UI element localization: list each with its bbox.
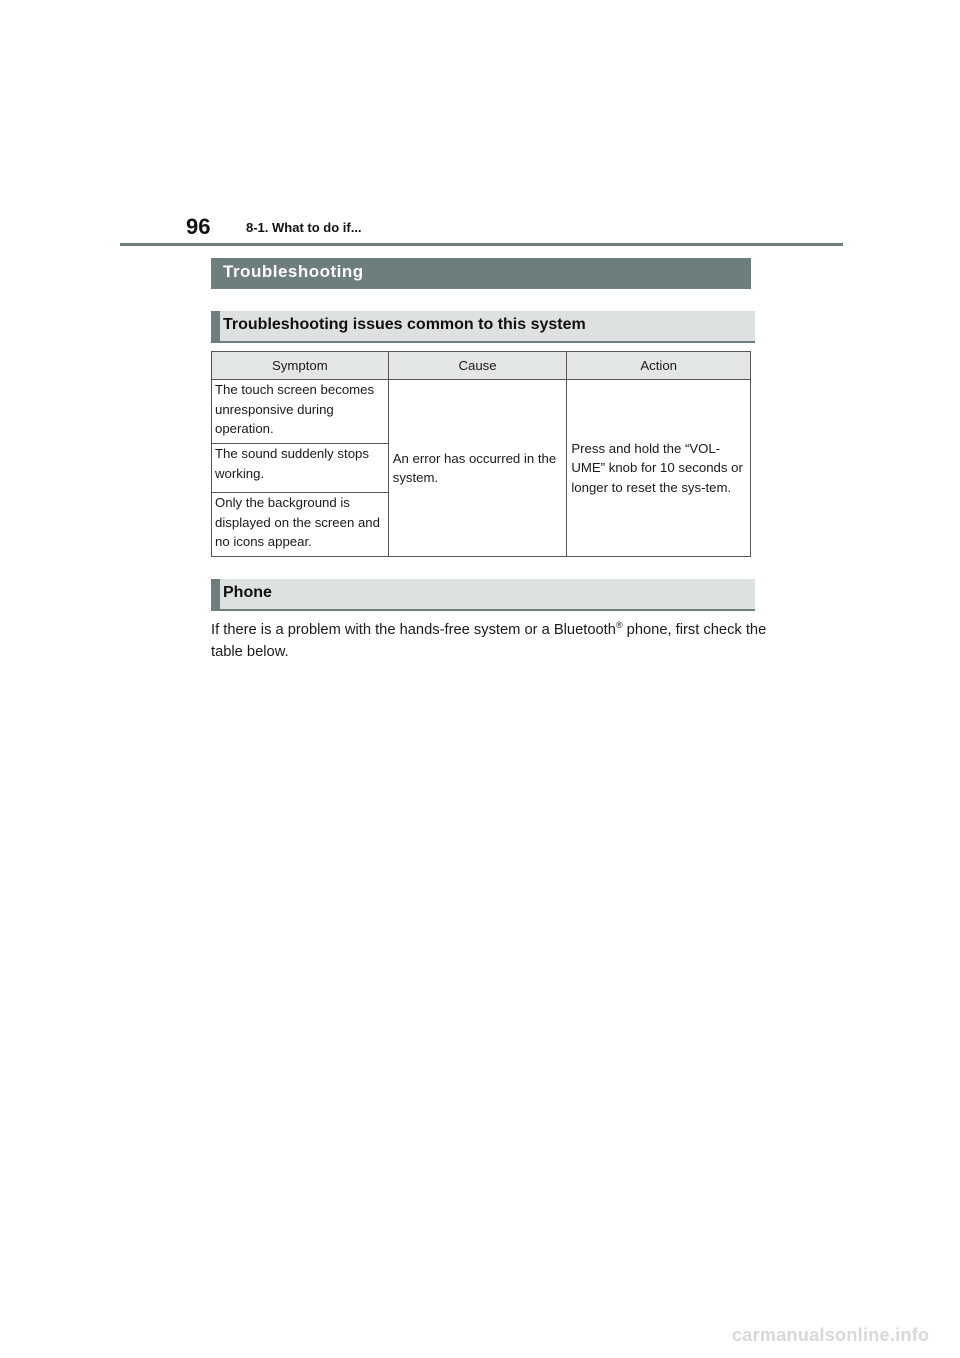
registered-trademark-mark: ® [615, 620, 623, 631]
table-row [212, 380, 751, 444]
intro-text-end: phone, first check the table below. [211, 622, 767, 660]
subsection-title: Phone [223, 584, 272, 601]
main-heading [211, 258, 751, 289]
symptom-cell: The sound suddenly stops working. [212, 444, 389, 493]
phone-intro-paragraph [211, 619, 771, 663]
cause-cell: An error has occurred in the system. [388, 380, 567, 557]
main-heading-title: Troubleshooting [223, 262, 364, 281]
page-number: 96 [186, 214, 211, 239]
subsection-title: Troubleshooting issues common to this system [223, 316, 586, 333]
intro-text-start: If there is a problem with the hands-free system or a Bluetooth [211, 622, 616, 638]
column-header-cause: Cause [388, 352, 567, 380]
heading-accent-bar [211, 579, 220, 609]
symptom-cell: Only the background is displayed on the screen and no icons appear. [212, 493, 389, 557]
column-header-action: Action [567, 352, 751, 380]
column-header-symptom: Symptom [212, 352, 389, 380]
subsection-heading-common-issues [211, 311, 755, 343]
watermark-text: carmanualsonline.info [732, 1325, 930, 1345]
troubleshooting-table [211, 351, 751, 557]
section-breadcrumb: 8-1. What to do if... [246, 220, 362, 235]
subsection-heading-phone [211, 579, 755, 611]
symptom-cell: The touch screen becomes unresponsive during operation. [212, 380, 389, 444]
heading-accent-bar [211, 311, 220, 341]
table-header-row [212, 352, 751, 380]
header-divider [120, 243, 843, 246]
action-cell: Press and hold the “VOL-UME” knob for 10 seconds or longer to reset the sys-tem. [567, 380, 751, 557]
